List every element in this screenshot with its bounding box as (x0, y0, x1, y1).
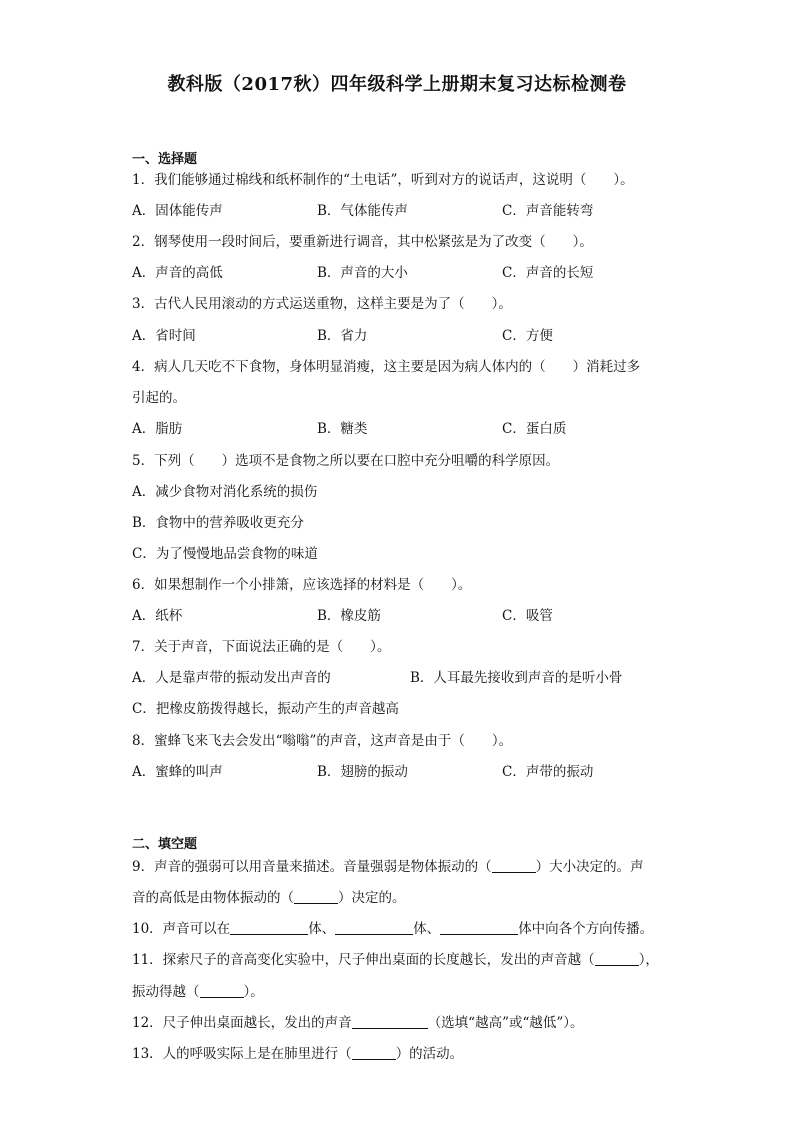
question-6: 6．如果想制作一个小排箫，应该选择的材料是（ ）。 (132, 577, 472, 593)
blank-9-2[interactable] (294, 891, 338, 904)
question-12-text-1: 12．尺子伸出桌面越长，发出的声音 (132, 1015, 352, 1031)
option-8c: C．声带的振动 (502, 764, 594, 780)
option-5b: B．食物中的营养吸收更充分 (132, 515, 304, 531)
option-5c: C．为了慢慢地品尝食物的味道 (132, 546, 318, 562)
question-7: 7．关于声音，下面说法正确的是（ ）。 (132, 639, 391, 655)
option-4a: A．脂肪 (132, 421, 183, 437)
question-11-text-1b: ）， (638, 952, 659, 968)
option-8a: A．蜜蜂的叫声 (132, 764, 223, 780)
option-7a: A．人是靠声带的振动发出声音的 (132, 670, 331, 686)
option-3b: B．省力 (317, 328, 368, 344)
option-3a: A．省时间 (132, 328, 196, 344)
question-11-text-2a: 振动得越（ (132, 984, 200, 1000)
question-11-line-2 (132, 985, 264, 1000)
option-7b: B．人耳最先接收到声音的是听小骨 (410, 670, 623, 686)
page-title: 教科版（2017秋）四年级科学上册期末复习达标检测卷 (167, 74, 627, 95)
option-1c: C．声音能转弯 (502, 203, 594, 219)
option-4c: C．蛋白质 (502, 421, 567, 437)
question-10-text-4: 体中向各个方向传播。 (518, 921, 654, 937)
blank-9-1[interactable] (492, 860, 536, 873)
option-2c: C．声音的长短 (502, 265, 594, 281)
question-10-text-1: 10．声音可以在 (132, 921, 231, 937)
blank-11-1[interactable] (595, 953, 639, 966)
section-heading-choice: 一、选择题 (132, 152, 198, 167)
question-3: 3．古代人民用滚动的方式运送重物，这样主要是为了（ ）。 (132, 296, 512, 312)
question-9-text-2a: 音的高低是由物体振动的（ (132, 890, 294, 906)
question-4-line-1: 4．病人几天吃不下食物，身体明显消瘦，这主要是因为病人体内的（ ）消耗过多 (132, 359, 641, 375)
question-9-text-1a: 9．声音的强弱可以用音量来描述。音量强弱是物体振动的（ (132, 859, 492, 875)
question-12 (132, 1016, 584, 1031)
question-11-line-1 (132, 953, 659, 968)
question-13-text-2: ）的活动。 (395, 1046, 464, 1062)
question-8: 8．蜜蜂飞来飞去会发出“嗡嗡”的声音，这声音是由于（ ）。 (132, 733, 513, 749)
option-8b: B．翅膀的振动 (317, 764, 408, 780)
option-1a: A．固体能传声 (132, 203, 223, 219)
blank-10-1[interactable] (230, 922, 308, 935)
blank-11-2[interactable] (200, 985, 244, 998)
question-1: 1．我们能够通过棉线和纸杯制作的“土电话”，听到对方的说话声，这说明（ ）。 (132, 172, 634, 188)
question-5: 5．下列（ ）选项不是食物之所以要在口腔中充分咀嚼的科学原因。 (132, 453, 560, 469)
option-6b: B．橡皮筋 (317, 608, 381, 624)
question-13 (132, 1047, 463, 1062)
option-6a: A．纸杯 (132, 608, 183, 624)
question-10-text-2: 体、 (308, 921, 336, 937)
question-10 (132, 922, 653, 937)
question-4-line-2: 引起的。 (132, 390, 186, 406)
question-10-text-3: 体、 (413, 921, 441, 937)
blank-12-1[interactable] (352, 1016, 428, 1029)
option-7c: C．把橡皮筋拨得越长，振动产生的声音越高 (132, 701, 399, 717)
blank-10-2[interactable] (335, 922, 413, 935)
option-6c: C．吸管 (502, 608, 553, 624)
blank-10-3[interactable] (440, 922, 518, 935)
question-13-text-1: 13．人的呼吸实际上是在肺里进行（ (132, 1046, 352, 1062)
question-2: 2．钢琴使用一段时间后，要重新进行调音，其中松紧弦是为了改变（ ）。 (132, 234, 593, 250)
option-2a: A．声音的高低 (132, 265, 223, 281)
question-9-text-2b: ）决定的。 (338, 890, 406, 906)
question-11-text-2b: ）。 (243, 984, 264, 1000)
blank-13-1[interactable] (352, 1047, 396, 1060)
section-heading-fill: 二、填空题 (132, 837, 198, 852)
question-9-line-2 (132, 891, 406, 906)
option-5a: A．减少食物对消化系统的损伤 (132, 484, 318, 500)
option-2b: B．声音的大小 (317, 265, 408, 281)
question-11-text-1a: 11．探索尺子的音高变化实验中，尺子伸出桌面的长度越长，发出的声音越（ (132, 952, 595, 968)
option-3c: C．方便 (502, 328, 553, 344)
question-12-text-2: （选填“越高”或“越低”）。 (427, 1015, 584, 1031)
question-9-line-1 (132, 860, 644, 875)
option-1b: B．气体能传声 (317, 203, 408, 219)
question-9-text-1b: ）大小决定的。声 (535, 859, 644, 875)
option-4b: B．糖类 (317, 421, 368, 437)
